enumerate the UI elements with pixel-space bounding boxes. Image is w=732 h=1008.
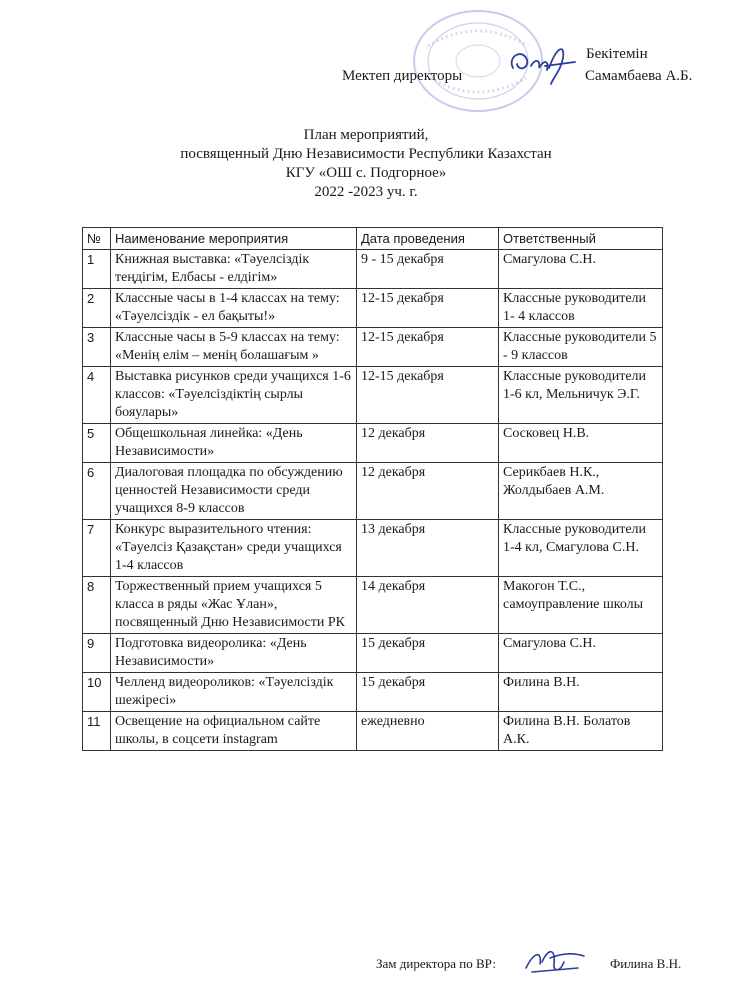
- table-row: [83, 712, 663, 751]
- approval-block: [0, 0, 732, 100]
- row-event-name: Освещение на официальном сайте школы, в соцсети instagram: [111, 712, 357, 751]
- heading-line-4: 2022 -2023 уч. г.: [314, 184, 418, 200]
- events-table: [82, 227, 663, 751]
- table-row: [83, 289, 663, 328]
- row-number: 11: [83, 712, 111, 751]
- row-date: 12-15 декабря: [357, 367, 499, 424]
- row-number: 1: [83, 250, 111, 289]
- row-event-name: Книжная выставка: «Тәуелсіздік теңдігім, Елбасы - елдігім»: [111, 250, 357, 289]
- row-number: 2: [83, 289, 111, 328]
- signature-footer: [0, 950, 732, 980]
- row-responsible: Классные руководители 1-4 кл, Смагулова С.Н.: [499, 520, 663, 577]
- heading-line-3: КГУ «ОШ с. Подгорное»: [285, 165, 447, 181]
- row-number: 8: [83, 577, 111, 634]
- table-row: [83, 673, 663, 712]
- table-row: [83, 520, 663, 577]
- table-row: [83, 367, 663, 424]
- table-header-row: [83, 228, 663, 250]
- row-number: 5: [83, 424, 111, 463]
- row-number: 3: [83, 328, 111, 367]
- row-date: 12 декабря: [357, 463, 499, 520]
- deputy-director-name: Филина В.Н.: [610, 956, 682, 971]
- header-number: №: [83, 228, 111, 250]
- row-event-name: Выставка рисунков среди учащихся 1-6 классов: «Тәуелсіздіктің сырлы бояулары»: [111, 367, 357, 424]
- row-number: 6: [83, 463, 111, 520]
- table-row: [83, 328, 663, 367]
- row-responsible: Классные руководители 1-6 кл, Мельничук Э.Г.: [499, 367, 663, 424]
- header-date: Дата проведения: [357, 228, 499, 250]
- table-row: [83, 424, 663, 463]
- document-heading: [0, 126, 732, 202]
- table-row: [83, 577, 663, 634]
- row-responsible: Филина В.Н. Болатов А.К.: [499, 712, 663, 751]
- row-responsible: Макогон Т.С., самоуправление школы: [499, 577, 663, 634]
- row-event-name: Торжественный прием учащихся 5 класса в ряды «Жас Ұлан», посвященный Дню Независимости РК: [111, 577, 357, 634]
- row-date: 15 декабря: [357, 673, 499, 712]
- row-date: 12-15 декабря: [357, 289, 499, 328]
- row-event-name: Общешкольная линейка: «День Независимости»: [111, 424, 357, 463]
- row-date: 12 декабря: [357, 424, 499, 463]
- heading-line-1: План мероприятий,: [303, 127, 429, 143]
- row-date: 15 декабря: [357, 634, 499, 673]
- row-date: ежедневно: [357, 712, 499, 751]
- row-date: 12-15 декабря: [357, 328, 499, 367]
- director-title: Мектеп директоры: [342, 68, 463, 84]
- row-responsible: Классные руководители 5 - 9 классов: [499, 328, 663, 367]
- table-row: [83, 634, 663, 673]
- heading-line-2: посвященный Дню Независимости Республики Казахстан: [180, 146, 552, 162]
- row-event-name: Конкурс выразительного чтения: «Тәуелсіз Қазақстан» среди учащихся 1-4 классов: [111, 520, 357, 577]
- row-responsible: Серикбаев Н.К., Жолдыбаев А.М.: [499, 463, 663, 520]
- row-number: 10: [83, 673, 111, 712]
- row-date: 9 - 15 декабря: [357, 250, 499, 289]
- row-event-name: Классные часы в 5-9 классах на тему: «Менің елім – менің болашағым »: [111, 328, 357, 367]
- row-number: 4: [83, 367, 111, 424]
- row-responsible: Смагулова С.Н.: [499, 250, 663, 289]
- row-event-name: Челленд видеороликов: «Тәуелсіздік шежіресі»: [111, 673, 357, 712]
- row-date: 13 декабря: [357, 520, 499, 577]
- row-number: 9: [83, 634, 111, 673]
- table-row: [83, 250, 663, 289]
- approve-word: Бекітемін: [586, 46, 648, 62]
- deputy-director-label: Зам директора по ВР:: [376, 956, 496, 971]
- deputy-signature-icon: [520, 942, 590, 980]
- header-event-name: Наименование мероприятия: [111, 228, 357, 250]
- director-signature-icon: [505, 38, 585, 88]
- row-event-name: Классные часы в 1-4 классах на тему: «Тәуелсіздік - ел бақыты!»: [111, 289, 357, 328]
- row-event-name: Диалоговая площадка по обсуждению ценностей Независимости среди учащихся 8-9 классов: [111, 463, 357, 520]
- row-responsible: Сосковец Н.В.: [499, 424, 663, 463]
- row-date: 14 декабря: [357, 577, 499, 634]
- row-responsible: Филина В.Н.: [499, 673, 663, 712]
- row-number: 7: [83, 520, 111, 577]
- table-row: [83, 463, 663, 520]
- row-event-name: Подготовка видеоролика: «День Независимости»: [111, 634, 357, 673]
- row-responsible: Классные руководители 1- 4 классов: [499, 289, 663, 328]
- header-responsible: Ответственный: [499, 228, 663, 250]
- director-name: Самамбаева А.Б.: [585, 68, 693, 84]
- row-responsible: Смагулова С.Н.: [499, 634, 663, 673]
